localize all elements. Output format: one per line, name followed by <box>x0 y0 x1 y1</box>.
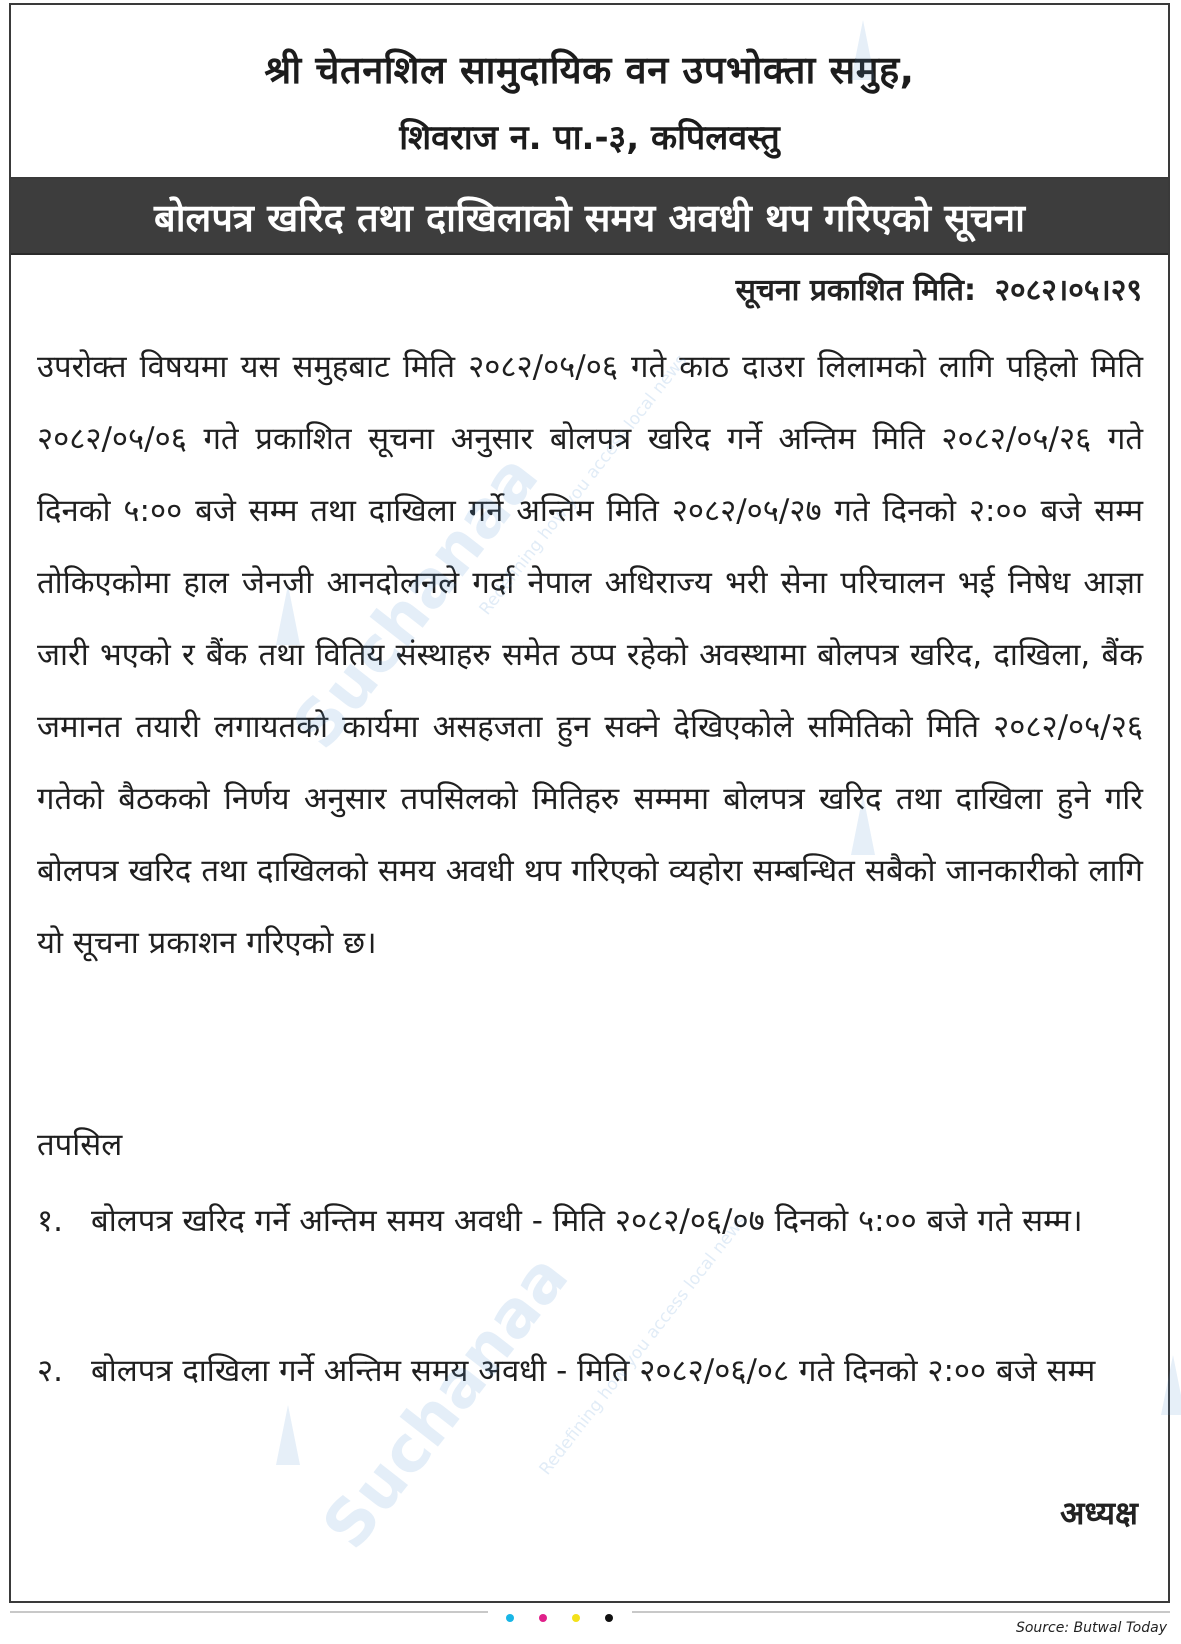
notice-body: उपरोक्त विषयमा यस समुहबाट मिति २०८२/०५/०६ गते काठ दाउरा लिलामको लागि पहिलो मिति २०८२/०५/०६ गते प्रकाशित सूचना अनुसार बोलपत्र खरिद गर्ने अन्तिम मिति २०८२/०५/२६ गते दिनको ५:०० बजे सम्म तथा दाखिला गर्ने अन्तिम मिति २०८२/०५/२७ गते दिनको २:०० बजे सम्म तोकिएकोमा हाल जेनजी आनदोलनले गर्दा नेपाल अधिराज्य भरी सेना परिचालन भई निषेध आज्ञा जारी भएको र बैंक तथा वितिय संस्थाहरु समेत ठप्प रहेको अवस्थामा बोलपत्र खरिद, दाखिला, बैंक जमानत तयारी लगायतको कार्यमा असहजता हुन सक्ने देखिएकोले समितिको मिति २०८२/०५/२६ गतेको बैठकको निर्णय अनुसार तपसिलको मितिहरु सम्ममा बोलपत्र खरिद तथा दाखिला हुने गरि बोलपत्र खरिद तथा दाखिलको समय अवधी थप गरिएको व्यहोरा सम्बन्धित सबैको जानकारीको लागि यो सूचना प्रकाशन गरिएको छ। <box>37 349 1143 961</box>
yellow-dot-icon <box>572 1614 580 1622</box>
publication-date-label: सूचना प्रकाशित मिति: <box>735 273 976 308</box>
organization-address: शिवराज न. पा.-३, कपिलवस्तु <box>399 118 780 158</box>
footer-rule <box>632 1611 1170 1613</box>
magenta-dot-icon <box>539 1614 547 1622</box>
schedule-item-number: २. <box>37 1353 63 1389</box>
schedule-heading: तपसिल <box>37 1127 123 1163</box>
watermark-tagline: Redefining how you access local news <box>535 1210 752 1480</box>
watermark-bolt-icon <box>276 1405 300 1465</box>
publication-date-line <box>736 268 1142 309</box>
watermark-bolt-icon <box>276 585 300 645</box>
publication-date-value: २०८२।०५।२९ <box>994 273 1142 308</box>
schedule-item-text: बोलपत्र दाखिला गर्ने अन्तिम समय अवधी - मिति २०८२/०६/०८ गते दिनको २:०० बजे सम्म <box>91 1353 1096 1389</box>
watermark-logo: Suchanaa <box>309 1241 584 1563</box>
notice-header <box>11 5 1168 179</box>
black-dot-icon <box>605 1614 613 1622</box>
organization-name: श्री चेतनशिल सामुदायिक वन उपभोक्ता समुह, <box>264 48 915 92</box>
print-registration-dots <box>506 1607 638 1617</box>
watermark-bolt-icon <box>1161 1355 1181 1415</box>
notice-frame <box>9 3 1170 1603</box>
watermark-bolt-icon <box>851 795 875 855</box>
watermark-logo: Suchanaa <box>279 441 554 763</box>
cyan-dot-icon <box>506 1614 514 1622</box>
footer-rule <box>10 1611 488 1613</box>
source-credit: Source: Butwal Today <box>1015 1620 1167 1636</box>
schedule-item <box>37 1185 1143 1257</box>
notice-title-bar <box>11 179 1168 255</box>
watermark-bolt-icon <box>851 20 875 80</box>
signature-title: अध्यक्ष <box>1060 1494 1138 1532</box>
schedule-item-text: बोलपत्र खरिद गर्ने अन्तिम समय अवधी - मिति २०८२/०६/०७ दिनको ५:०० बजे गते सम्म। <box>91 1203 1083 1239</box>
watermark-tagline: Redefining how you access local news <box>475 350 692 620</box>
schedule-item-number: १. <box>37 1203 63 1239</box>
notice-title: बोलपत्र खरिद तथा दाखिलाको समय अवधी थप गरिएको सूचना <box>154 196 1025 240</box>
